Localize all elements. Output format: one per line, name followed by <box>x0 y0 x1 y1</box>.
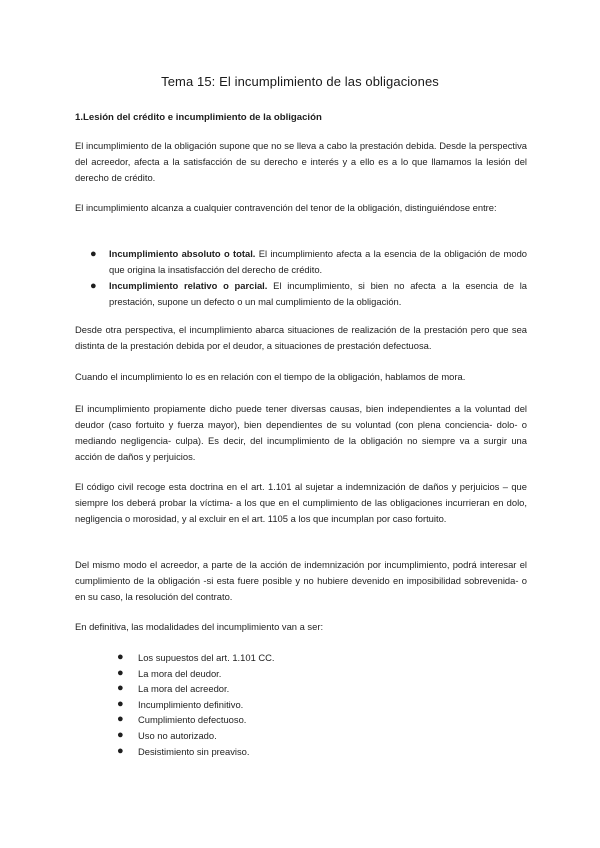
bullet-icon: ● <box>117 682 124 695</box>
list-item <box>117 681 275 697</box>
paragraph-4: Cuando el incumplimiento lo es en relación con el tiempo de la obligación, hablamos de mora. <box>75 371 466 382</box>
list-item-text: Desistimiento sin preaviso. <box>138 745 250 757</box>
list-item <box>117 712 275 728</box>
list-item-term: Incumplimiento relativo o parcial. <box>109 280 268 291</box>
list-item <box>117 666 275 682</box>
paragraph-5: El incumplimiento propiamente dicho puede tener diversas causas, bien independientes a la voluntad del deudor (caso fortuito y fuerza mayor), bien dependientes de su voluntad (con plena conciencia- dolo- o mediando negligencia- culpa). Es decir, del incumplimiento de la obligación no siempre va a surgir una acción de daños y perjuicios. <box>75 403 527 462</box>
modalities-list <box>117 650 275 759</box>
list-item <box>117 650 275 666</box>
bullet-icon: ● <box>117 697 124 710</box>
bullet-icon: ● <box>90 280 97 292</box>
paragraph-8: En definitiva, las modalidades del incumplimiento van a ser: <box>75 621 324 632</box>
paragraph-2: El incumplimiento alcanza a cualquier contravención del tenor de la obligación, distinguiéndose entre: <box>75 202 497 213</box>
incumplimiento-types-list <box>90 246 527 310</box>
paragraph-7: Del mismo modo el acreedor, a parte de la acción de indemnización por incumplimiento, podrá interesar el cumplimiento de la obligación -si esta fuere posible y no hubiere devenido en imposibilidad sobrevenida- o en su caso, la resolución del contrato. <box>75 559 527 602</box>
list-item-text: El incumplimiento, si bien no afecta a la esencia de la prestación, supone un defecto o un mal cumplimiento de la obligación. <box>109 280 527 307</box>
bullet-icon: ● <box>117 728 124 741</box>
document-title: Tema 15: El incumplimiento de las obligaciones <box>161 74 439 89</box>
list-item-text: Los supuestos del art. 1.101 CC. <box>138 652 275 663</box>
bullet-icon: ● <box>90 248 97 260</box>
list-item-text: Incumplimiento definitivo. <box>138 698 244 710</box>
paragraph-6: El código civil recoge esta doctrina en el art. 1.101 al sujetar a indemnización de daños y perjuicios – que siempre los deberá probar la víctima- a los que en el cumplimiento de las obligaciones incurrieran en dolo, negligencia o morosidad, y al excluir en el art. 1105 a los que incumplan por caso fortuito. <box>75 481 527 524</box>
bullet-icon: ● <box>117 666 124 679</box>
list-item <box>90 278 527 310</box>
paragraph-3: Desde otra perspectiva, el incumplimiento abarca situaciones de realización de la prestación pero que sea distinta de la prestación debida por el deudor, a situaciones de prestación defectuosa. <box>75 324 527 351</box>
section-heading: 1.Lesión del crédito e incumplimiento de la obligación <box>75 112 322 123</box>
list-item-text: Cumplimiento defectuoso. <box>138 714 247 726</box>
list-item-text: La mora del deudor. <box>138 667 222 679</box>
bullet-icon: ● <box>117 713 124 726</box>
list-item <box>90 246 527 278</box>
list-item-text: El incumplimiento afecta a la esencia de la obligación de modo que origina la insatisfacción del derecho de crédito. <box>109 248 527 275</box>
list-item <box>117 697 275 713</box>
bullet-icon: ● <box>117 744 124 757</box>
list-item <box>117 728 275 744</box>
list-item-term: Incumplimiento absoluto o total. <box>109 248 256 259</box>
list-item-text: Uso no autorizado. <box>138 729 217 741</box>
list-item-text: La mora del acreedor. <box>138 683 230 695</box>
paragraph-1: El incumplimiento de la obligación supone que no se lleva a cabo la prestación debida. Desde la perspectiva del acreedor, afecta a la satisfacción de su derecho e interés y a ello es a lo que llamamos la lesión del derecho de crédito. <box>75 140 527 183</box>
list-item <box>117 744 275 760</box>
bullet-icon: ● <box>117 651 124 663</box>
